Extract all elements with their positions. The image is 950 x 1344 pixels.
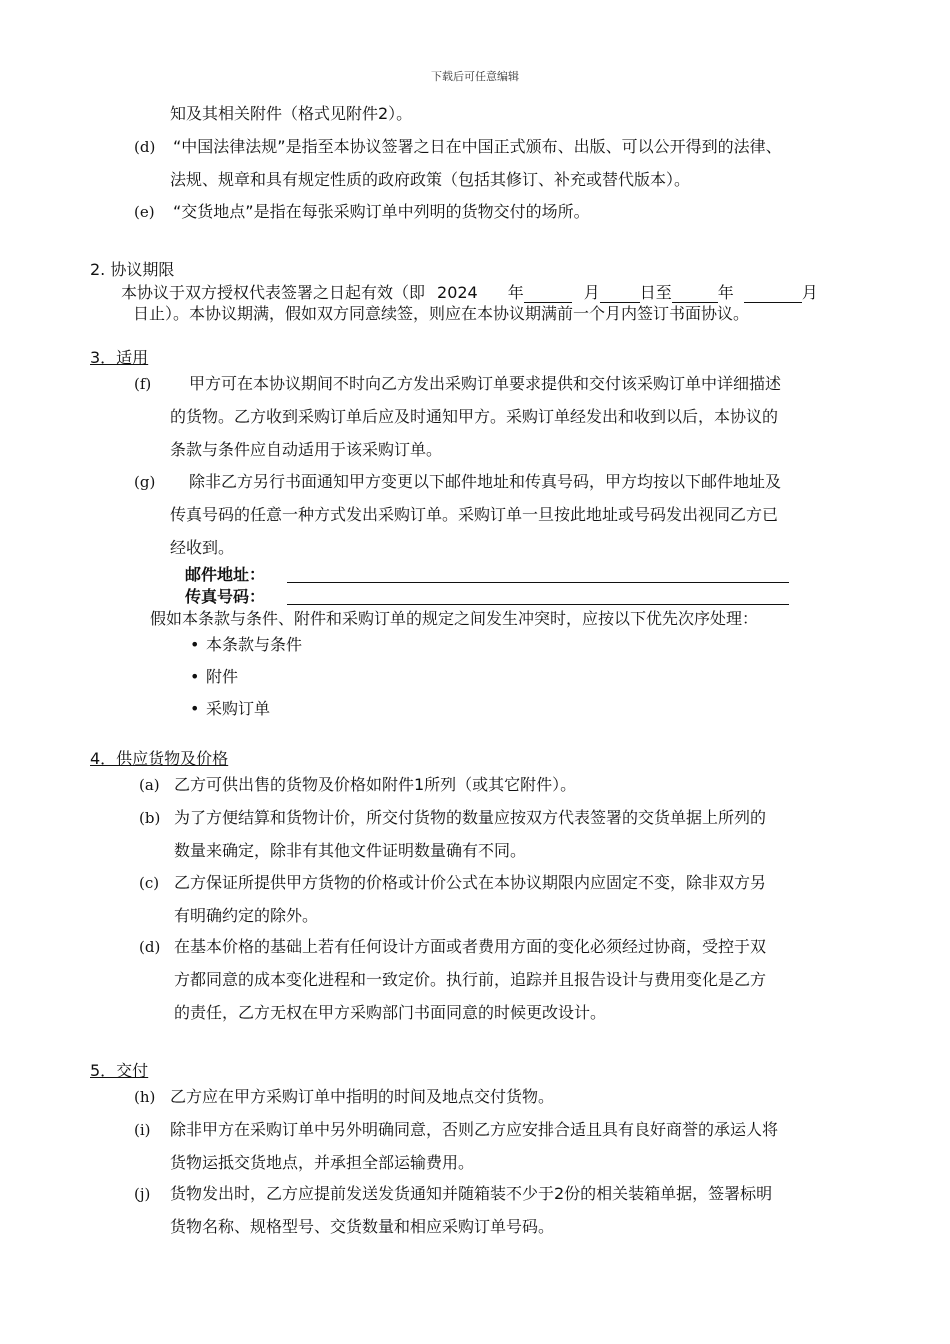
sec1-continuation: 知及其相关附件（格式见附件2）。 xyxy=(170,104,413,123)
item-h-line-1: 乙方应在甲方采购订单中指明的时间及地点交付货物。 xyxy=(170,1087,555,1106)
start-year: 2024 xyxy=(437,283,478,302)
item-f-line-2: 的货物。乙方收到采购订单后应及时通知甲方。采购订单经发出和收到以后，本协议的 xyxy=(170,407,779,426)
item-marker-b: (b) xyxy=(139,809,161,827)
item-d2-line-1: 在基本价格的基础上若有任何设计方面或者费用方面的变化必须经过协商，受控于双 xyxy=(174,937,767,956)
item-j-line-1: 货物发出时，乙方应提前发送发货通知并随箱装不少于2份的相关装箱单据，签署标明 xyxy=(170,1184,773,1203)
item-marker-i: (i) xyxy=(134,1121,151,1139)
item-b-line-1: 为了方便结算和货物计价，所交付货物的数量应按双方代表签署的交货单据上所列的 xyxy=(174,808,767,827)
item-b-line-2: 数量来确定，除非有其他文件证明数量确有不同。 xyxy=(174,841,527,860)
bullet-dot: • xyxy=(190,635,200,654)
item-marker-j: (j) xyxy=(134,1185,151,1203)
priority-item-2: 附件 xyxy=(206,667,239,686)
fax-blank-line[interactable] xyxy=(287,604,789,605)
term-line-2: 日止）。本协议期满，假如双方同意续签，则应在本协议期满前一个月内签订书面协议。 xyxy=(133,304,750,323)
email-blank-line[interactable] xyxy=(287,582,789,583)
section-2-title: 2. 协议期限 xyxy=(90,260,175,279)
section-3-title: 3．适用 xyxy=(90,348,149,367)
term-line-1: 本协议于双方授权代表签署之日起有效（即 2024 年 月 日至 年 月 xyxy=(121,283,818,302)
item-marker-f: (f) xyxy=(134,375,152,393)
item-d-line-2: 法规、规章和具有规定性质的政府政策（包括其修订、补充或替代版本）。 xyxy=(170,170,691,189)
item-c-line-2: 有明确约定的除外。 xyxy=(174,906,319,925)
priority-item-1: 本条款与条件 xyxy=(206,635,303,654)
bullet-dot: • xyxy=(190,667,200,686)
item-i-line-2: 货物运抵交货地点，并承担全部运输费用。 xyxy=(170,1153,475,1172)
end-year-blank xyxy=(672,286,718,303)
item-g-line-2: 传真号码的任意一种方式发出采购订单。采购订单一旦按此地址或号码发出视同乙方已 xyxy=(170,505,779,524)
section-4-title: 4．供应货物及价格 xyxy=(90,749,229,768)
item-c-line-1: 乙方保证所提供甲方货物的价格或计价公式在本协议期限内应固定不变，除非双方另 xyxy=(174,873,767,892)
item-marker-h: (h) xyxy=(134,1088,156,1106)
section-5-title: 5．交付 xyxy=(90,1061,149,1080)
item-j-line-2: 货物名称、规格型号、交货数量和相应采购订单号码。 xyxy=(170,1217,555,1236)
item-d2-line-2: 方都同意的成本变化进程和一致定价。执行前，追踪并且报告设计与费用变化是乙方 xyxy=(174,970,767,989)
page-header-note: 下载后可任意编辑 xyxy=(431,70,519,83)
start-month-blank xyxy=(524,286,572,303)
item-f-line-3: 条款与条件应自动适用于该采购订单。 xyxy=(170,440,443,459)
item-marker-d2: (d) xyxy=(139,938,161,956)
item-f-line-1: 甲方可在本协议期间不时向乙方发出采购订单要求提供和交付该采购订单中详细描述 xyxy=(189,374,782,393)
end-month-blank xyxy=(744,286,802,303)
item-marker-e: (e) xyxy=(134,203,155,221)
item-a-line-1: 乙方可供出售的货物及价格如附件1所列（或其它附件）。 xyxy=(174,775,577,794)
start-day-blank xyxy=(600,286,640,303)
email-label: 邮件地址： xyxy=(185,565,266,584)
conflict-priority-text: 假如本条款与条件、附件和采购订单的规定之间发生冲突时，应按以下优先次序处理： xyxy=(150,609,759,628)
item-e-line-1: “交货地点”是指在每张采购订单中列明的货物交付的场所。 xyxy=(173,202,590,221)
item-g-line-3: 经收到。 xyxy=(170,538,235,557)
item-g-line-1: 除非乙方另行书面通知甲方变更以下邮件地址和传真号码，甲方均按以下邮件地址及 xyxy=(189,472,782,491)
fax-label: 传真号码： xyxy=(185,587,266,606)
item-i-line-1: 除非甲方在采购订单中另外明确同意，否则乙方应安排合适且具有良好商誉的承运人将 xyxy=(170,1120,779,1139)
item-d-line-1: “中国法律法规”是指至本协议签署之日在中国正式颁布、出版、可以公开得到的法律、 xyxy=(173,137,782,156)
priority-item-3: 采购订单 xyxy=(206,699,271,718)
item-marker-g: (g) xyxy=(134,473,156,491)
item-marker-d: (d) xyxy=(134,138,156,156)
item-marker-c: (c) xyxy=(139,874,160,892)
item-marker-a: (a) xyxy=(139,776,160,794)
item-d2-line-3: 的责任，乙方无权在甲方采购部门书面同意的时候更改设计。 xyxy=(174,1003,607,1022)
bullet-dot: • xyxy=(190,699,200,718)
